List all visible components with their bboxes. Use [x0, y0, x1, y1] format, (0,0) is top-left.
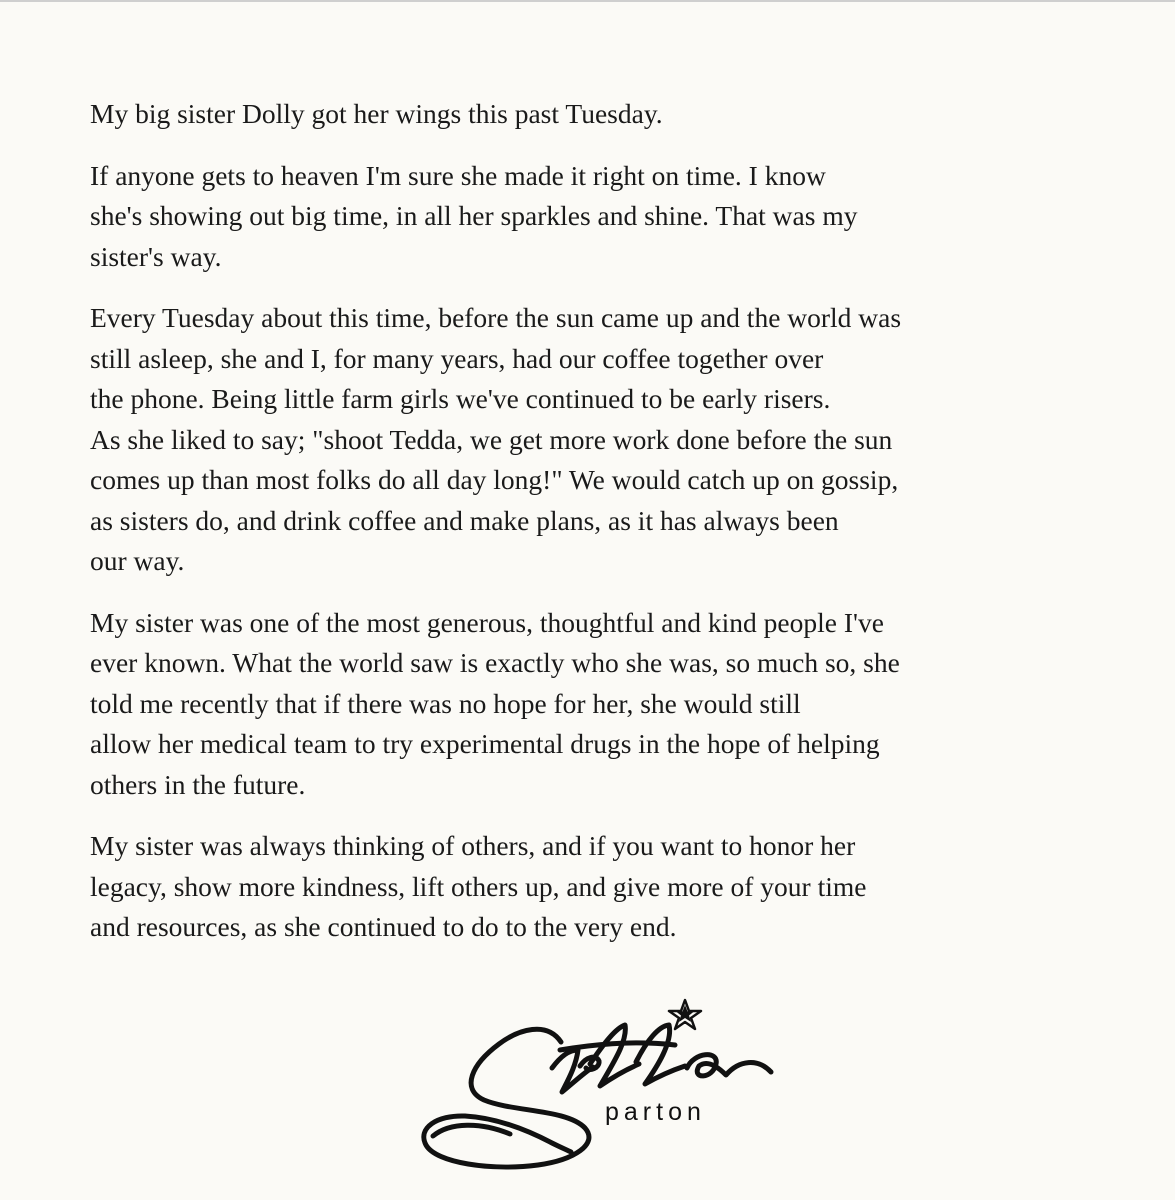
letter-line: as sisters do, and drink coffee and make plans, as it has always been	[90, 504, 839, 536]
letter-line: she's showing out big time, in all her sparkles and shine. That was my	[90, 200, 858, 231]
letter-line: My big sister Dolly got her wings this past Tuesday.	[90, 98, 663, 129]
letter-line: and resources, as she continued to do to the very end.	[90, 911, 677, 942]
letter-line: others in the future.	[90, 768, 306, 800]
signature-script-mark	[415, 990, 785, 1180]
letter-line: My sister was one of the most generous, thoughtful and kind people I've	[90, 606, 884, 638]
letter-line: sister's way.	[90, 240, 222, 272]
letter-line: comes up than most folks do all day long!" We would catch up on gossip,	[90, 464, 899, 495]
letter-paragraph	[90, 156, 970, 278]
letter-line: legacy, show more kindness, lift others up, and give more of your time	[90, 870, 867, 902]
letter-paragraph	[90, 298, 970, 582]
letter-line: the phone. Being little farm girls we've continued to be early risers.	[90, 383, 831, 414]
letter-line: My sister was always thinking of others, and if you want to honor her	[90, 830, 856, 861]
letter-line: ever known. What the world saw is exactly who she was, so much so, she	[90, 647, 900, 678]
letter-body	[90, 94, 970, 969]
letter-line: our way.	[90, 545, 185, 576]
letter-paragraph	[90, 94, 970, 135]
page-top-border	[0, 0, 1175, 2]
star-icon	[669, 1000, 701, 1029]
signature-surname: parton	[605, 1098, 706, 1126]
letter-line: still asleep, she and I, for many years, had our coffee together over	[90, 342, 824, 374]
letter-line: If anyone gets to heaven I'm sure she made it right on time. I know	[90, 159, 826, 191]
letter-line: As she liked to say; "shoot Tedda, we get more work done before the sun	[90, 423, 893, 455]
letter-line: allow her medical team to try experimental drugs in the hope of helping	[90, 728, 880, 759]
letter-line: Every Tuesday about this time, before the sun came up and the world was	[90, 302, 902, 333]
signature-logo	[415, 990, 785, 1180]
letter-paragraph	[90, 603, 970, 806]
letter-paragraph	[90, 826, 970, 948]
letter-line: told me recently that if there was no hope for her, she would still	[90, 687, 801, 719]
